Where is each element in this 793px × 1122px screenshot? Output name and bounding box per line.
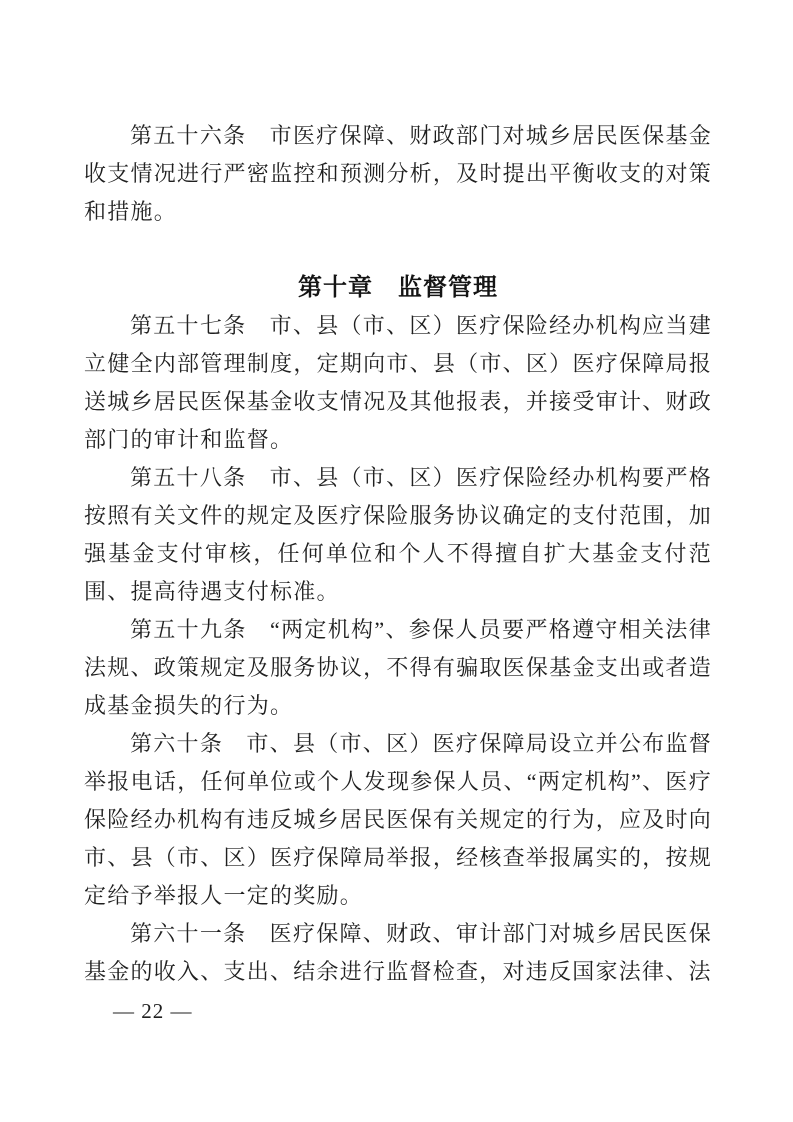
article-paragraph-58: 第五十八条 市、县（市、区）医疗保险经办机构要严格按照有关文件的规定及医疗保险服务协议确定的支付范围，加强基金支付审核，任何单位和个人不得擅自扩大基金支付范围、提高待遇支付标准。 (84, 465, 712, 604)
document-body (84, 117, 712, 991)
article-paragraph-56: 第五十六条 市医疗保障、财政部门对城乡居民医保基金收支情况进行严密监控和预测分析，及时提出平衡收支的对策和措施。 (84, 123, 712, 224)
chapter-heading: 第十章 监督管理 (298, 274, 498, 301)
article-paragraph-57: 第五十七条 市、县（市、区）医疗保险经办机构应当建立健全内部管理制度，定期向市、县（市、区）医疗保障局报送城乡居民医保基金收支情况及其他报表，并接受审计、财政部门的审计和监督。 (84, 313, 712, 452)
article-paragraph-61: 第六十一条 医疗保障、财政、审计部门对城乡居民医保基金的收入、支出、结余进行监督检查，对违反国家法律、法 (84, 921, 712, 984)
article-paragraph-60: 第六十条 市、县（市、区）医疗保障局设立并公布监督举报电话，任何单位或个人发现参保人员、“两定机构”、医疗保险经办机构有违反城乡居民医保有关规定的行为，应及时向市、县（市、区）医疗保障局举报，经核查举报属实的，按规定给予举报人一定的奖励。 (84, 731, 712, 908)
page-number: — 22 — (113, 999, 193, 1023)
article-paragraph-59: 第五十九条 “两定机构”、参保人员要严格遵守相关法律法规、政策规定及服务协议，不得有骗取医保基金支出或者造成基金损失的行为。 (84, 617, 712, 718)
